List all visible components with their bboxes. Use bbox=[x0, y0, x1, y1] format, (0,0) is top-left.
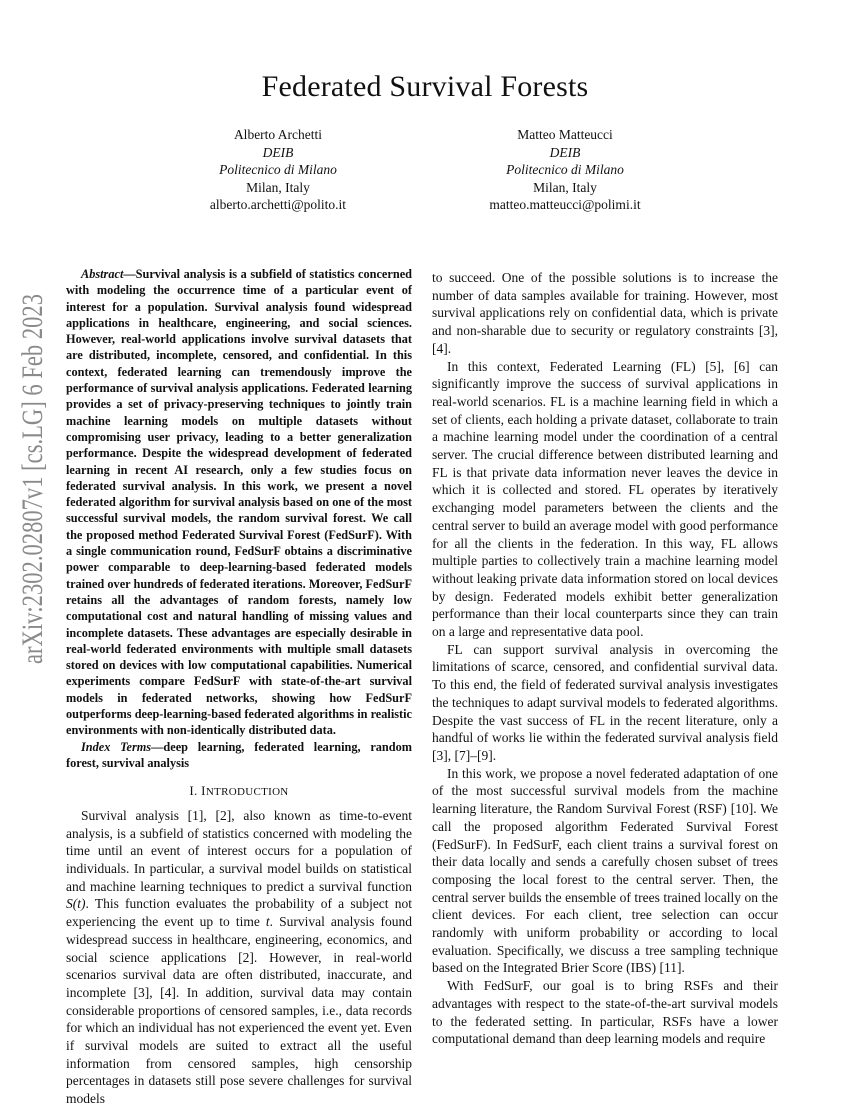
para-text: Survival analysis [1], [2], also known as time-to-event analysis, is a subfield of statistics concerned with modeling the time until an event of interest occurs for a population of individuals. In particular, a survival model builds on statistical and machine learning techniques to predict a survival function bbox=[66, 807, 412, 894]
left-column bbox=[66, 266, 412, 1108]
author-location: Milan, Italy bbox=[533, 179, 597, 195]
author-dept: DEIB bbox=[262, 144, 294, 160]
author-block-1 bbox=[138, 126, 418, 214]
abstract-text: —Survival analysis is a subfield of statistics concerned with modeling the occurrence time of a particular event of interest for a population. Survival analysis found widespread applications in healthcare, engineering, and social sciences. However, real-world applications involve survival datasets that are distributed, incomplete, censored, and confidential. In this context, federated learning can tremendously improve the performance of survival analysis applications. Federated learning provides a set of privacy-preserving techniques to jointly train machine learning models on multiple datasets without compromising user privacy, leading to a better generalization performance. Despite the widespread development of federated learning in recent AI research, only a few studies focus on federated survival analysis. In this work, we present a novel federated algorithm for survival analysis based on one of the most successful survival models, the random survival forest. We call the proposed method Federated Survival Forest (FedSurF). With a single communication round, FedSurF obtains a discriminative power comparable to deep-learning-based federated models trained over hundreds of federated iterations. Moreover, FedSurF retains all the advantages of random forests, namely low computational cost and natural handling of missing values and incomplete datasets. These advantages are especially desirable in real-world federated environments with multiple small datasets stored on devices with low computational capabilities. Numerical experiments compare FedSurF with state-of-the-art survival models in federated networks, showing how FedSurF outperforms deep-learning-based federated algorithms in realistic environments with non-identically distributed data. bbox=[66, 267, 412, 738]
para-text: . This function evaluates the probability of a subject not experiencing the event up to time bbox=[66, 896, 412, 930]
index-terms-text: —deep learning, federated learning, random forest, survival analysis bbox=[66, 739, 413, 770]
section-heading-introduction bbox=[66, 782, 412, 802]
arxiv-watermark-svg bbox=[4, 290, 52, 670]
author-block-2 bbox=[425, 126, 705, 214]
intro-paragraph-federated-survival: FL can support survival analysis in overcoming the limitations of scarce, censored, and confidential survival data. To this end, the field of federated survival analysis investigates the techniques to adapt survival models to federated algorithms. Despite the vast success of FL in the recent literature, only a handful of works lie within the federated survival analysis field [3], [7]–[9]. bbox=[432, 641, 778, 763]
author-dept: DEIB bbox=[549, 144, 581, 160]
author-location: Milan, Italy bbox=[246, 179, 310, 195]
author-institution: Politecnico di Milano bbox=[506, 162, 624, 177]
intro-paragraph-fl: In this context, Federated Learning (FL) [5], [6] can significantly improve the success of survival applications in real-world scenarios. FL is a machine learning field in which a set of clients, each holding a private dataset, collaborate to train a machine learning model under the coordination of a central server. The crucial difference between distributed learning and FL is that private data information never leaves the device in which it is collected and stored. FL operates by iteratively exchanging model parameters between the clients and the central server to build an average model with good performance for all the clients in the federation. In this way, FL allows multiple parties to collectively train a machine learning model without leaking private data information stored on local devices by design. Federated models exhibit better generalization performance than their local counterparts since they can train on a large and representative data pool. bbox=[432, 358, 778, 640]
author-email[interactable]: alberto.archetti@polito.it bbox=[209, 197, 347, 212]
intro-paragraph-continued: to succeed. One of the possible solutions is to increase the number of data samples available for training. However, most survival applications rely on confidential data, which is private and non-sharable due to security or regulatory constraints [3], [4]. bbox=[432, 270, 778, 356]
author-name: Alberto Archetti bbox=[233, 127, 323, 142]
section-title bbox=[201, 783, 289, 799]
intro-paragraph-contribution: In this work, we propose a novel federated adaptation of one of the most successful survival models from the machine learning literature, the Random Survival Forest (RSF) [10]. We call the proposed algorithm Federated Survival Forest (FedSurF). In FedSurF, each client trains a survival forest on their data locally and sends a carefully chosen subset of trees composing the local forest to the central server. Then, the central server builds the ensemble of trees trained locally on the client devices. For each client, tree selection can occur randomly with uniform probability or according to local evaluation. Specifically, we discuss a tree sampling technique based on the Integrated Brier Score (IBS) [11]. bbox=[432, 765, 778, 976]
math-time: t bbox=[265, 914, 270, 930]
index-terms bbox=[66, 739, 412, 772]
section-title-rest: NTRODUCTION bbox=[205, 786, 289, 799]
index-terms-lead: Index Terms bbox=[81, 739, 152, 754]
author-institution: Politecnico di Milano bbox=[219, 162, 337, 177]
paper-title: Federated Survival Forests bbox=[261, 70, 589, 103]
author-name: Matteo Matteucci bbox=[517, 127, 613, 142]
section-title-initial: I bbox=[201, 783, 206, 799]
section-number: I. bbox=[189, 783, 198, 799]
arxiv-stamp-text: arXiv:2302.02807v1 [cs.LG] 6 Feb 2023 bbox=[16, 290, 49, 664]
intro-paragraph-1 bbox=[66, 807, 412, 1108]
arxiv-watermark bbox=[4, 290, 52, 670]
math-survival-function: S(t) bbox=[66, 896, 86, 912]
para-text: . Survival analysis found widespread success in healthcare, engineering, economics, and social science applications [2]. However, in real-world scenarios survival data are often distributed, inaccurate, and incomplete [3], [4]. In addition, survival data may contain considerable proportions of censored samples, i.e., data records for which an individual has not experienced the event yet. Even if survival models are suited to extract all the useful information from censored samples, high censorship percentages in datasets still pose severe challenges for survival models bbox=[66, 914, 412, 1107]
intro-paragraph-goal: With FedSurF, our goal is to bring RSFs and their advantages with respect to the state-of-the-art survival models to the federated setting. In particular, RSFs have a lower computational demand than deep learning models and require bbox=[432, 978, 778, 1047]
abstract bbox=[66, 266, 412, 739]
author-email[interactable]: matteo.matteucci@polimi.it bbox=[489, 197, 641, 212]
abstract-lead: Abstract bbox=[81, 267, 124, 281]
right-column bbox=[432, 269, 778, 1048]
